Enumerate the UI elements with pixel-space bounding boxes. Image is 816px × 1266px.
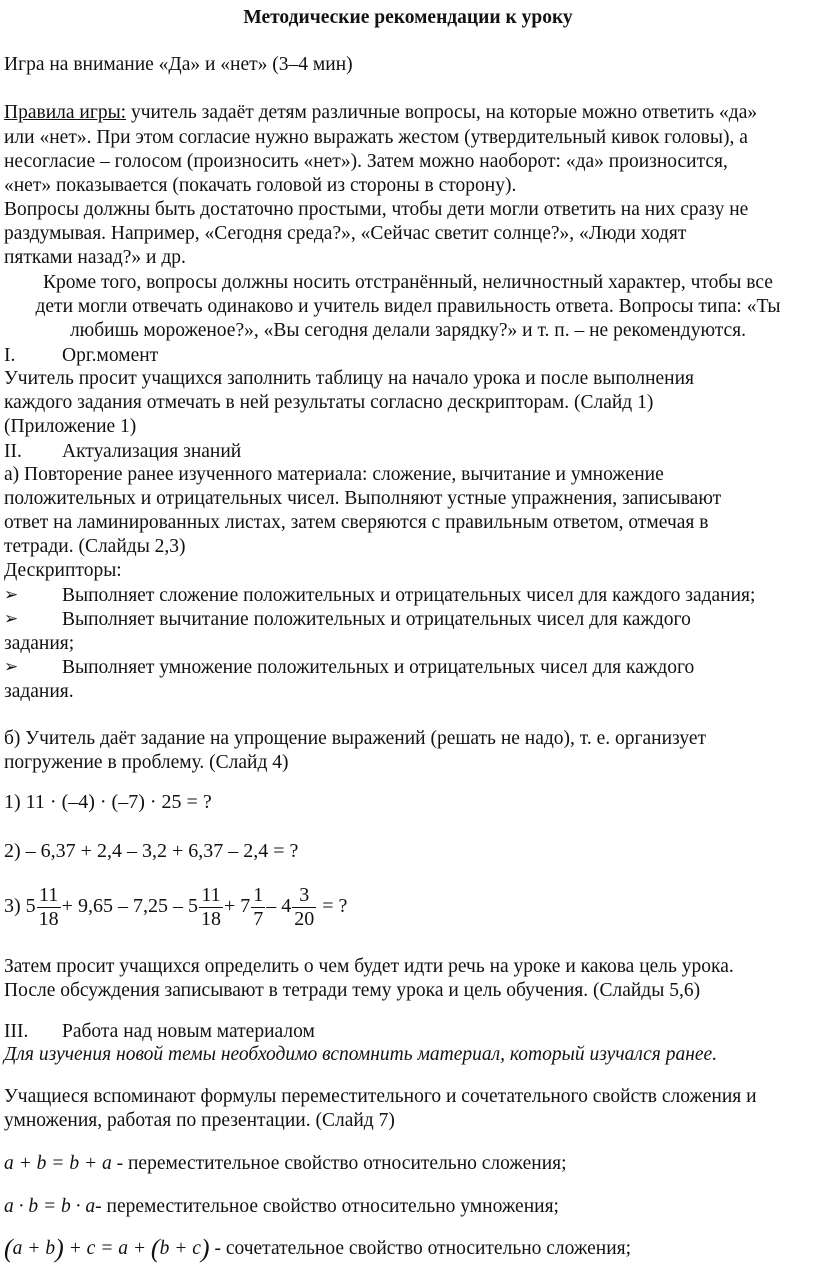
formula-line-1	[4, 1154, 567, 1174]
rules-line-2: или «нет». При этом согласие нужно выражать жестом (утвердительный кивок головы), а	[4, 127, 748, 148]
denominator: 7	[253, 908, 264, 930]
formula-1-description: - переместительное свойство относительно сложения;	[111, 1153, 567, 1174]
section-2-b-line-2: погружение в проблему. (Слайд 4)	[4, 752, 289, 773]
rules-line-5: Вопросы должны быть достаточно простыми, чтобы дети могли ответить на них сразу не	[4, 199, 749, 220]
descriptor-2-continuation: задания;	[4, 633, 75, 654]
descriptor-3-text: Выполняет умножение положительных и отрицательных чисел для каждого	[62, 657, 695, 678]
rules-centered-1: Кроме того, вопросы должны носить отстранённый, неличностный характер, чтобы все	[43, 272, 773, 293]
section-2-b-line-1: б) Учитель даёт задание на упрощение выражений (решать не надо), т. е. организует	[4, 728, 706, 749]
expression-1: 1) 11 · (–4) · (–7) · 25 = ?	[4, 791, 212, 813]
section-2-title: Актуализация знаний	[62, 441, 242, 462]
section-2-a-line-2: положительных и отрицательных чисел. Выполняют устные упражнения, записывают	[4, 488, 722, 509]
section-2-a-line-4: тетради. (Слайды 2,3)	[4, 536, 186, 557]
descriptor-2-text: Выполняет вычитание положительных и отрицательных чисел для каждого	[62, 609, 691, 630]
formula-commutative-multiplication: a · b = b · a	[4, 1196, 96, 1217]
numerator: 11	[199, 884, 223, 908]
arrow-bullet-icon: ➢	[4, 657, 19, 677]
expression-3	[4, 884, 347, 931]
formula-commutative-addition: a + b = b + a	[4, 1153, 112, 1174]
formula-line-3	[4, 1236, 631, 1262]
section-3-title: Работа над новым материалом	[62, 1021, 315, 1042]
expr3-suffix: = ?	[322, 895, 348, 918]
section-2-number: II.	[4, 441, 22, 462]
game-title: Игра на внимание «Да» и «нет» (3–4 мин)	[4, 54, 353, 75]
numerator: 1	[253, 884, 264, 906]
rules-line-3: несогласие – голосом (произносить «нет»). Затем можно наоборот: «да» произносится,	[4, 151, 728, 172]
expression-2: 2) – 6,37 + 2,4 – 3,2 + 6,37 – 2,4 = ?	[4, 840, 299, 862]
expr3-middle-2: + 7	[223, 895, 251, 918]
section-2-a-line-3: ответ на ламинированных листах, затем сверяются с правильным ответом, отмечая в	[4, 512, 709, 533]
section-1-line-2: каждого задания отмечать в ней результаты согласно дескрипторам. (Слайд 1)	[4, 392, 654, 413]
expr3-middle-3: – 4	[266, 895, 292, 918]
rules-line-6: раздумывая. Например, «Сегодня среда?», «Сейчас светит солнце?», «Люди ходят	[4, 223, 687, 244]
arrow-bullet-icon: ➢	[4, 585, 19, 605]
document-title: Методические рекомендации к уроку	[243, 7, 573, 28]
section-1-title: Орг.момент	[62, 345, 159, 366]
denominator: 18	[38, 908, 59, 930]
section-3-paragraph-line-1: Учащиеся вспоминают формулы переместительного и сочетательного свойств сложения и	[4, 1086, 757, 1107]
section-2-c-line-2: После обсуждения записывают в тетради тему урока и цель обучения. (Слайды 5,6)	[4, 980, 701, 1001]
denominator: 20	[294, 908, 315, 930]
numerator: 3	[292, 884, 316, 908]
arrow-bullet-icon: ➢	[4, 609, 19, 629]
rules-line-1	[4, 103, 757, 123]
rules-centered-2: дети могли отвечать одинаково и учитель видел правильность ответа. Вопросы типа: «Ты	[35, 296, 781, 317]
section-3-paragraph-line-2: умножения, работая по презентации. (Слайд 7)	[4, 1110, 395, 1131]
rules-centered-3: любишь мороженое?», «Вы сегодня делали зарядку?» и т. п. – не рекомендуются.	[69, 320, 747, 341]
expr3-prefix: 3) 5	[4, 895, 36, 918]
section-2-a-line-1: а) Повторение ранее изученного материала: сложение, вычитание и умножение	[4, 464, 664, 485]
fraction	[292, 884, 316, 931]
formula-line-2	[4, 1197, 559, 1217]
fraction	[37, 884, 61, 931]
section-3-number: III.	[4, 1021, 29, 1042]
formula-2-description: - переместительное свойство относительно умножения;	[95, 1196, 559, 1217]
fraction	[199, 884, 223, 931]
fraction	[251, 884, 265, 931]
rules-label: Правила игры:	[4, 102, 127, 123]
rules-line-4: «нет» показывается (покачать головой из стороны в сторону).	[4, 175, 517, 196]
section-1-heading	[0, 345, 816, 367]
descriptor-1-text: Выполняет сложение положительных и отрицательных чисел для каждого задания;	[62, 585, 756, 606]
section-3-heading	[0, 1021, 816, 1043]
denominator: 18	[200, 908, 221, 930]
section-2-heading	[0, 441, 816, 463]
descriptors-label: Дескрипторы:	[4, 560, 122, 581]
rules-line-7: пятками назад?» и др.	[4, 247, 186, 268]
section-2-c-line-1: Затем просит учащихся определить о чем будет идти речь на уроке и какова цель урока.	[4, 956, 734, 977]
rules-line-1-text: учитель задаёт детям различные вопросы, на которые можно ответить «да»	[126, 102, 758, 123]
descriptor-3-continuation: задания.	[4, 681, 74, 702]
descriptor-item-2	[0, 609, 816, 655]
section-1-number: I.	[4, 345, 16, 366]
formula-associative-addition: (a + b) + c = a + (b + c)	[4, 1234, 210, 1263]
section-1-line-3: (Приложение 1)	[4, 416, 137, 437]
descriptor-item-1	[0, 585, 816, 607]
expr3-middle-1: + 9,65 – 7,25 – 5	[61, 895, 198, 918]
descriptor-item-3	[0, 657, 816, 703]
formula-3-description: - сочетательное свойство относительно сложения;	[209, 1238, 632, 1259]
section-3-italic-note: Для изучения новой темы необходимо вспомнить материал, который изучался ранее.	[4, 1044, 718, 1065]
numerator: 11	[37, 884, 61, 908]
section-1-line-1: Учитель просит учащихся заполнить таблицу на начало урока и после выполнения	[4, 368, 695, 389]
